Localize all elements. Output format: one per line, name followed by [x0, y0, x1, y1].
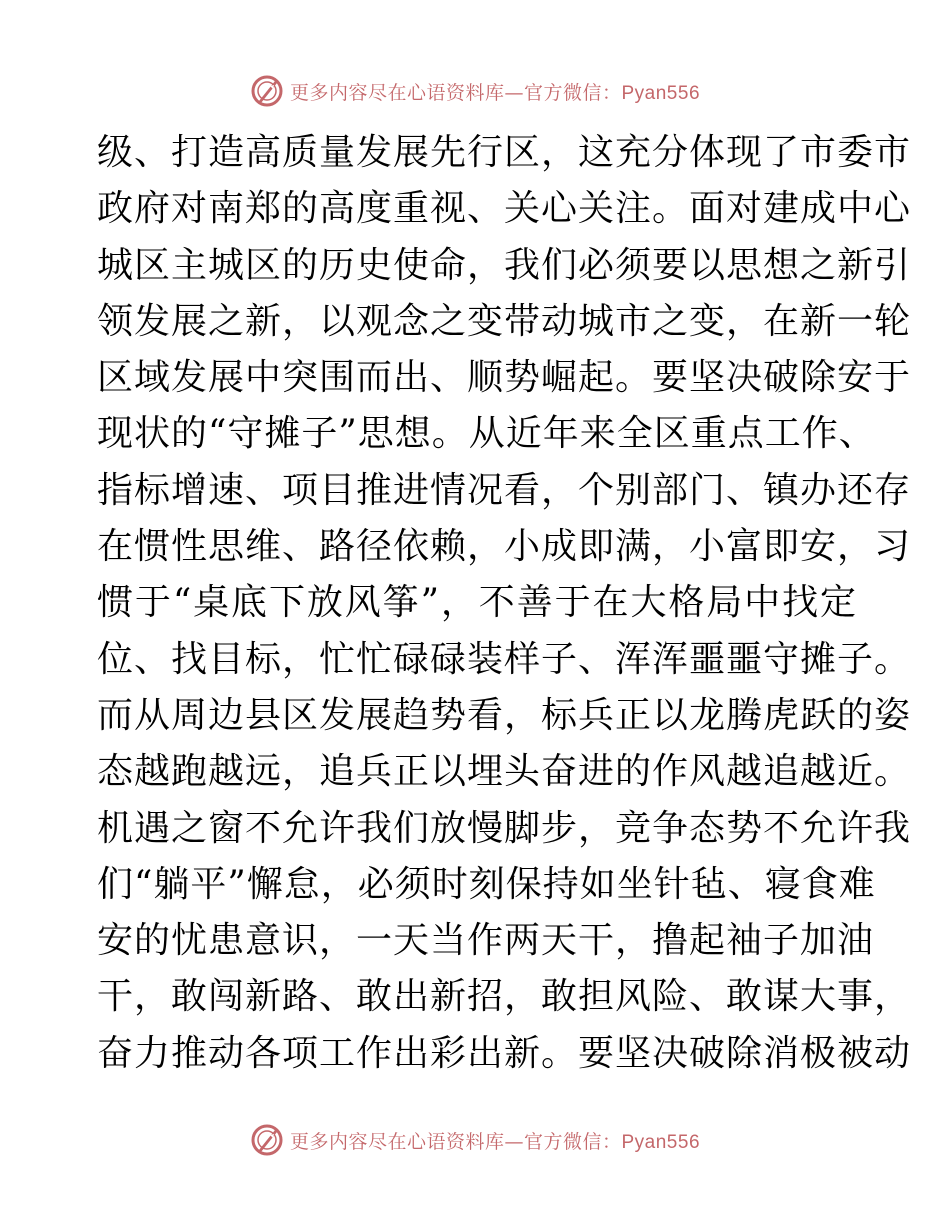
body-line: 而从周边县区发展趋势看，标兵正以龙腾虎跃的姿 [97, 694, 912, 736]
body-line: 级、打造高质量发展先行区，这充分体现了市委市 [97, 132, 912, 173]
feather-circle-logo-icon [250, 1123, 284, 1157]
body-line: 位、找目标，忙忙碌碌装样子、浑浑噩噩守摊子。 [97, 638, 912, 680]
feather-circle-logo-icon [250, 74, 284, 108]
body-line: 现状的“守摊子”思想。从近年来全区重点工作、 [97, 413, 876, 455]
watermark-footer [0, 1120, 950, 1160]
watermark-brand: 更多内容尽在心语资料库 [289, 1130, 505, 1153]
watermark-wechat-id: Pyan556 [621, 82, 701, 104]
body-line: 奋力推动各项工作出彩出新。要坚决破除消极被动 [97, 1032, 912, 1074]
body-line: 政府对南郑的高度重视、关心关注。面对建成中心 [97, 188, 912, 230]
body-line: 们“躺平”懈怠，必须时刻保持如坐针毡、寝食难 [97, 863, 876, 905]
body-line: 惯于“桌底下放风筝”，不善于在大格局中找定 [97, 582, 857, 624]
body-line: 安的忧患意识，一天当作两天干，撸起袖子加油 [97, 920, 875, 962]
watermark-text [290, 78, 700, 105]
body-line: 干，敢闯新路、敢出新招，敢担风险、敢谋大事， [97, 976, 912, 1018]
watermark-wechat-id: Pyan556 [621, 1131, 701, 1153]
body-line: 领发展之新，以观念之变带动城市之变，在新一轮 [97, 300, 912, 342]
watermark-dash: — [504, 81, 524, 104]
body-line: 指标增速、项目推进情况看，个别部门、镇办还存 [97, 469, 912, 511]
document-body [97, 125, 912, 1082]
body-line: 在惯性思维、路径依赖，小成即满，小富即安，习 [97, 526, 912, 568]
watermark-dash: — [504, 1130, 524, 1153]
watermark-header [0, 71, 950, 111]
watermark-text [290, 1127, 700, 1154]
body-line: 区域发展中突围而出、顺势崛起。要坚决破除安于 [97, 357, 912, 399]
body-line: 城区主城区的历史使命，我们必须要以思想之新引 [97, 244, 912, 286]
body-line: 态越跑越远，追兵正以埋头奋进的作风越追越近。 [97, 751, 912, 793]
watermark-brand: 更多内容尽在心语资料库 [289, 81, 505, 104]
watermark-wechat-label: 官方微信： [523, 1130, 622, 1153]
body-line: 机遇之窗不允许我们放慢脚步，竞争态势不允许我 [97, 807, 912, 849]
watermark-wechat-label: 官方微信： [523, 81, 622, 104]
